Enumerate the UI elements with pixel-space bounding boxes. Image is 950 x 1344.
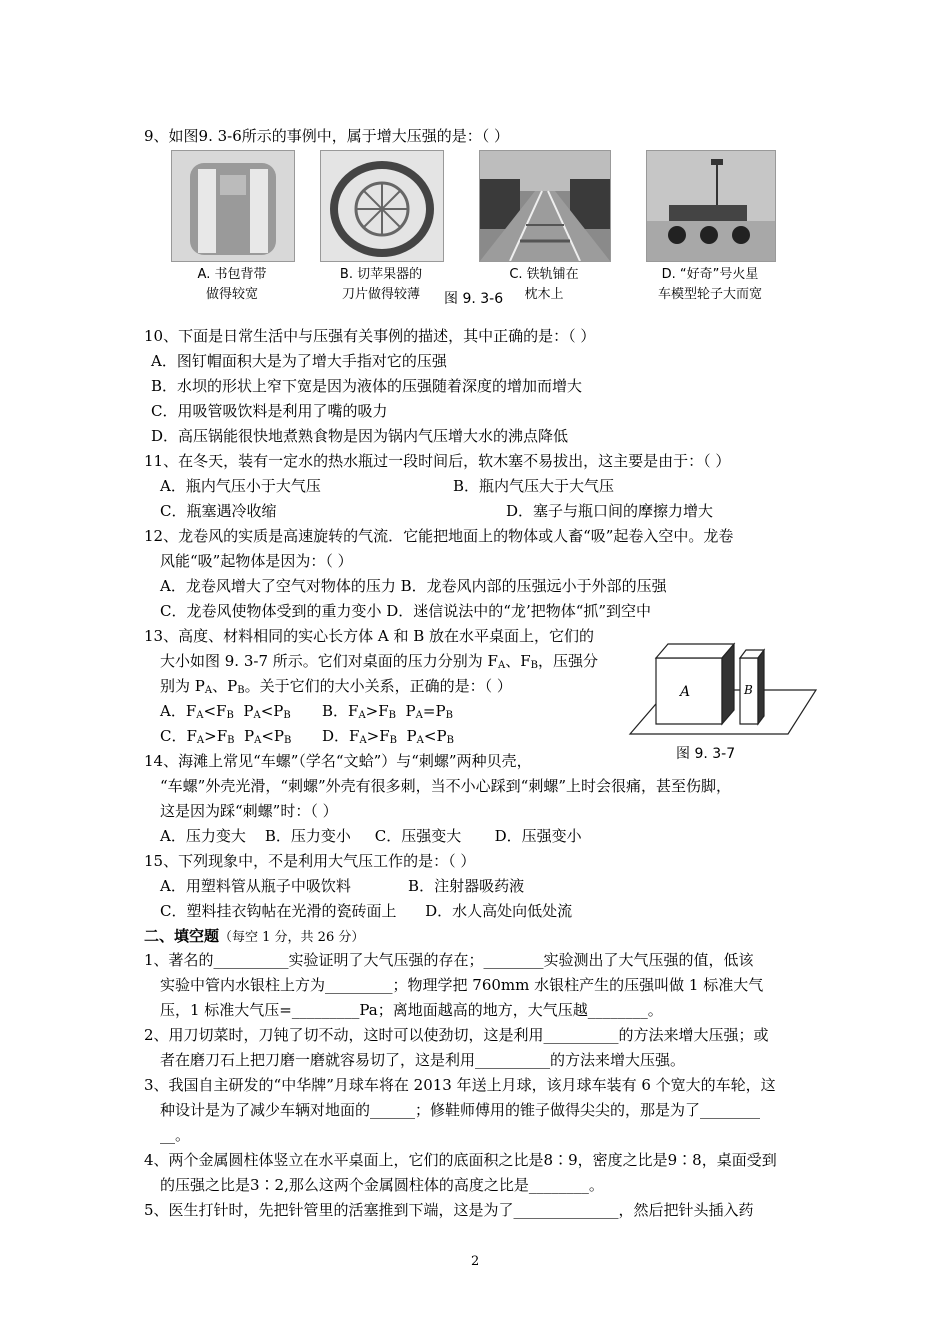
fill-4-line2: 的压强之比是3∶2,那么这两个金属圆柱体的高度之比是________。 [160,1176,604,1194]
q10-option-b: B．水坝的形状上窄下宽是因为液体的压强随着深度的增加而增大 [151,377,583,395]
q15-options-ab: A．用塑料管从瓶子中吸饮料 B．注射器吸药液 [160,877,525,895]
fill-5-line1: 5、医生打针时，先把针管里的活塞推到下端，这是为了______________，然后把针头插入药 [144,1201,754,1219]
backpack-icon [172,151,294,261]
fill-1-line3: 压，1 标准大气压=_________Pa；离地面越高的地方，大气压越________。 [160,1001,663,1019]
q10-option-d: D．高压锅能很快地煮熟食物是因为锅内气压增大水的沸点降低 [151,427,569,445]
q13-option-a: A．$F_A<F_B$ $P_A<P_B$ [160,702,291,721]
q12-stem-line1: 12、龙卷风的实质是高速旋转的气流．它能把地面上的物体或人畜“吸”起卷入空中。龙卷 [144,527,734,545]
photo-rover [646,150,776,262]
q14-stem-line2: “车螺”外壳光滑，“刺螺”外壳有很多刺，当不小心踩到“刺螺”上时会很痛，甚至伤脚， [160,777,732,795]
q11-option-b: B．瓶内气压大于大气压 [453,477,615,495]
rover-icon [647,151,775,261]
q9-option-c-line2: 枕木上 [524,287,564,302]
q15-options-cd: C．塑料挂衣钩帖在光滑的瓷砖面上 D．水人高处向低处流 [160,902,573,920]
q9-option-b-line1: B. 切苹果器的 [339,267,423,282]
photo-backpack [171,150,295,262]
fill-3-line2: 种设计是为了减少车辆对地面的______；修鞋师傅用的锥子做得尖尖的，那是为了________ [160,1101,761,1119]
fill-2-line2: 者在磨刀石上把刀磨一磨就容易切了，这是利用__________的方法来增大压强。 [160,1051,686,1069]
q11-option-d: D．塞子与瓶口间的摩擦力增大 [506,502,714,520]
q9-option-b-line2: 刀片做得较薄 [341,287,420,302]
q13-option-d: D．$F_A>F_B$ $P_A<P_B$ [322,727,454,746]
q9-option-a-line2: 做得较宽 [205,287,258,302]
q10-option-a: A．图钉帽面积大是为了增大手指对它的压强 [151,352,447,370]
section-2-heading [144,926,364,948]
box-a-label: A [680,684,691,700]
q9-option-d-line1: D. “好奇”号火星 [661,267,759,282]
photo-apple-cutter [320,150,444,262]
section-2-note: （每空 1 分，共 26 分） [219,930,365,945]
box-a-side [722,644,734,724]
q9-stem: 9、如图9. 3-6所示的事例中，属于增大压强的是：（ ） [144,127,510,145]
box-b-side [758,650,764,724]
apple-cutter-icon [321,151,443,261]
box-b-label: B [744,683,753,697]
q14-stem-line3: 这是因为踩“刺螺”时：（ ） [160,802,338,820]
q13-stem-line1: 13、高度、材料相同的实心长方体 A 和 B 放在水平桌面上，它们的 [144,627,595,645]
q14-stem-line1: 14、海滩上常见“车螺”（学名“文蛤”）与“刺螺”两种贝壳， [144,752,532,770]
box-a-top [656,644,734,658]
railway-icon [480,151,610,261]
q11-stem: 11、在冬天，装有一定水的热水瓶过一段时间后，软木塞不易拔出，这主要是由于：（ ） [144,452,731,470]
fill-3-line3: __。 [160,1126,191,1144]
q13-option-b: B．$F_A>F_B$ $P_A=P_B$ [322,702,453,721]
figure-9-3-7 [628,638,818,738]
fill-1-line1: 1、著名的__________实验证明了大气压强的存在；________实验测出了大气压强的值，低该 [144,951,754,969]
q12-stem-line2: 风能“吸”起物体是因为：（ ） [160,552,353,570]
q13-stem-line3: 别为 $P_A$、$P_B$。关于它们的大小关系，正确的是：（ ） [160,677,512,696]
fill-2-line1: 2、用刀切菜时，刀钝了切不动，这时可以使劲切，这是利用__________的方法来增大压强；或 [144,1026,769,1044]
fill-1-line2: 实验中管内水银柱上方为_________；物理学把 760mm 水银柱产生的压强叫做 1 标准大气 [160,976,764,994]
q13-stem-line2: 大小如图 9. 3-7 所示。它们对桌面的压力分别为 $F_A$、$F_B$，压强分 [160,652,598,671]
q11-option-c: C．瓶塞遇冷收缩 [160,502,277,520]
fill-4-line1: 4、两个金属圆柱体竖立在水平桌面上，它们的底面积之比是8∶9，密度之比是9∶8，桌面受到 [144,1151,777,1169]
page-number: 2 [471,1254,480,1269]
fill-3-line1: 3、我国自主研发的“中华牌”月球车将在 2013 年送上月球，该月球车装有 6 个宽大的车轮，这 [144,1076,776,1094]
q9-option-d-line2: 车模型轮子大而宽 [657,287,762,302]
q9-option-c-line1: C. 铁轨铺在 [509,267,579,282]
q10-stem: 10、下面是日常生活中与压强有关事例的描述，其中正确的是：（ ） [144,327,596,345]
q13-option-c: C．$F_A>F_B$ $P_A<P_B$ [160,727,292,746]
q14-options: A．压力变大 B．压力变小 C．压强变大 D．压强变小 [160,827,582,845]
q12-options-cd: C．龙卷风使物体受到的重力变小 D．迷信说法中的“龙’把物体“抓”到空中 [160,602,652,620]
q12-options-ab: A．龙卷风增大了空气对物体的压力 B．龙卷风内部的压强远小于外部的压强 [160,577,667,595]
photo-railway [479,150,611,262]
figure-9-3-7-label: 图 9. 3-7 [676,746,736,762]
figure-9-3-6-label: 图 9. 3-6 [444,291,504,307]
q10-option-c: C．用吸管吸饮料是利用了嘴的吸力 [151,402,388,420]
q11-option-a: A．瓶内气压小于大气压 [160,477,321,495]
q9-option-a-line1: A. 书包背带 [197,267,267,282]
section-2-title: 二、填空题 [144,927,220,945]
q15-stem: 15、下列现象中，不是利用大气压工作的是：（ ） [144,852,476,870]
